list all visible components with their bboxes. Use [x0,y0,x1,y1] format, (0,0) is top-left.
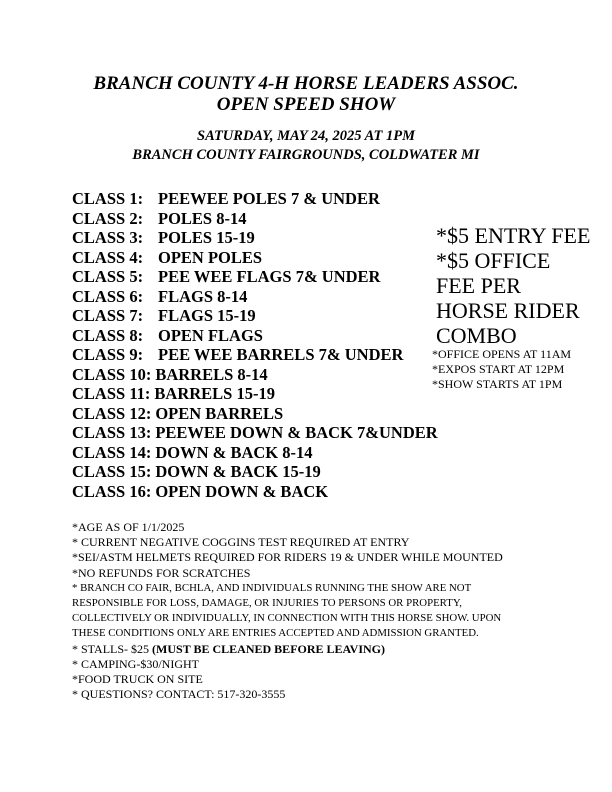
class-name: BARRELS 15-19 [154,384,275,403]
schedule-line: *EXPOS START AT 12PM [432,362,565,376]
title-line-2: OPEN SPEED SHOW [216,94,396,115]
class-list [72,189,438,501]
class-number: CLASS 4: [72,247,144,267]
fee-line: *$5 OFFICE [436,248,551,273]
stalls-note [72,642,503,657]
class-row [72,287,438,307]
class-number: CLASS 14: [72,442,152,462]
class-name: OPEN BARRELS [155,403,284,423]
class-row [72,423,438,443]
class-name: OPEN POLES [158,247,263,267]
class-number: CLASS 11: [72,384,151,403]
disclaimer-line: * BRANCH CO FAIR, BCHLA, AND INDIVIDUALS RUNNING THE SHOW ARE NOT [72,581,472,594]
disclaimer-line: RESPONSIBLE FOR LOSS, DAMAGE, OR INJURIES TO PERSONS OR PROPERTY, [72,597,462,610]
class-name: POLES 15-19 [158,228,255,247]
class-number: CLASS 10: [72,364,152,384]
class-name: OPEN DOWN & BACK [155,481,329,501]
notes-section [72,520,503,702]
class-name: BARRELS 8-14 [155,364,268,384]
class-row [72,384,438,404]
food-note: *FOOD TRUCK ON SITE [72,672,203,687]
class-number: CLASS 6: [72,286,144,306]
helmets-note: *SEI/ASTM HELMETS REQUIRED FOR RIDERS 19 & UNDER WHILE MOUNTED [72,550,503,565]
class-number: CLASS 7: [72,306,144,325]
class-row [72,326,438,346]
class-name: PEEWEE POLES 7 & UNDER [158,189,380,208]
class-number: CLASS 2: [72,208,144,228]
class-row [72,306,438,326]
class-name: POLES 8-14 [158,208,247,228]
schedule-line: *OFFICE OPENS AT 11AM [432,347,572,361]
class-row [72,345,438,365]
questions-note: * QUESTIONS? CONTACT: 517-320-3555 [72,687,286,702]
refunds-note: *NO REFUNDS FOR SCRATCHES [72,565,251,580]
class-row [72,462,438,482]
class-number: CLASS 16: [72,481,152,501]
age-note: *AGE AS OF 1/1/2025 [72,520,185,534]
stalls-warning: (MUST BE CLEANED BEFORE LEAVING) [152,641,385,656]
class-name: PEEWEE DOWN & BACK 7&UNDER [155,423,438,442]
class-name: PEE WEE FLAGS 7& UNDER [158,267,381,286]
stalls-text: * STALLS- $25 [72,641,153,656]
title-line-1: BRANCH COUNTY 4-H HORSE LEADERS ASSOC. [93,73,519,94]
class-number: CLASS 5: [72,267,144,286]
fee-line: COMBO [436,323,517,348]
class-number: CLASS 15: [72,462,152,481]
class-row [72,365,438,385]
class-number: CLASS 8: [72,325,144,345]
disclaimer-line: COLLECTIVELY OR INDIVIDUALLY, IN CONNECTION WITH THIS HORSE SHOW. UPON [72,612,502,625]
class-row [72,248,438,268]
class-name: DOWN & BACK 15-19 [155,462,321,481]
schedule-line: *SHOW STARTS AT 1PM [432,377,563,391]
fee-line: HORSE RIDER [436,298,580,323]
class-name: OPEN FLAGS [158,325,263,345]
disclaimer-line: THESE CONDITIONS ONLY ARE ENTRIES ACCEPTED AND ADMISSION GRANTED. [72,627,479,640]
class-number: CLASS 3: [72,228,144,247]
fee-line: FEE PER [436,273,521,298]
class-name: PEE WEE BARRELS 7& UNDER [158,345,404,364]
fee-line: *$5 ENTRY FEE [436,223,591,248]
class-name: FLAGS 15-19 [158,306,256,325]
class-number: CLASS 9: [72,345,144,364]
class-row [72,404,438,424]
class-name: DOWN & BACK 8-14 [155,442,313,462]
class-row [72,209,438,229]
fee-info [436,223,590,348]
class-row [72,267,438,287]
coggins-note: * CURRENT NEGATIVE COGGINS TEST REQUIRED AT ENTRY [72,535,410,550]
schedule-info [432,347,571,392]
class-row [72,443,438,463]
location-line: BRANCH COUNTY FAIRGROUNDS, COLDWATER MI [132,147,480,163]
class-number: CLASS 12: [72,403,152,423]
class-name: FLAGS 8-14 [158,286,248,306]
class-row [72,228,438,248]
class-number: CLASS 1: [72,189,144,208]
class-number: CLASS 13: [72,423,152,442]
class-row [72,189,438,209]
date-line: SATURDAY, MAY 24, 2025 AT 1PM [197,128,415,144]
class-row [72,482,438,502]
camping-note: * CAMPING-$30/NIGHT [72,656,199,671]
